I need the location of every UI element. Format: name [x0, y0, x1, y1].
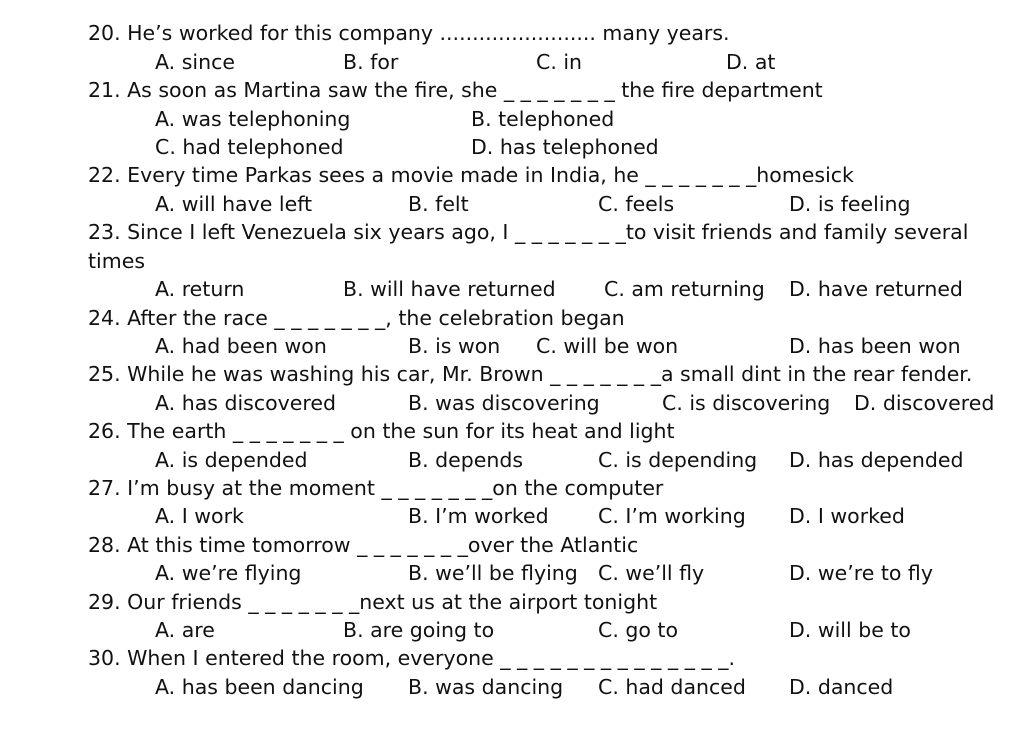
option-d[interactable]: D. have returned	[789, 277, 963, 301]
question-text: While he was washing his car, Mr. Brown _ _ _ _ _ _ _a small dint in the rear fender.	[127, 362, 973, 386]
question-29	[88, 588, 657, 616]
question-number: 25.	[88, 362, 121, 386]
option-b[interactable]: B. felt	[408, 192, 469, 216]
question-23	[88, 218, 968, 246]
option-c[interactable]: C. am returning	[604, 277, 765, 301]
option-d[interactable]: D. has depended	[789, 448, 964, 472]
option-c[interactable]: C. had danced	[598, 675, 746, 699]
question-number: 26.	[88, 419, 121, 443]
option-d[interactable]: D. we’re to fly	[789, 561, 933, 585]
option-b[interactable]: B. was dancing	[408, 675, 564, 699]
question-21	[88, 76, 823, 104]
option-b[interactable]: B. will have returned	[343, 277, 556, 301]
question-text: The earth _ _ _ _ _ _ _ on the sun for its heat and light	[127, 419, 675, 443]
option-c[interactable]: C. we’ll fly	[598, 561, 705, 585]
option-d[interactable]: D. at	[726, 50, 776, 74]
question-text: Every time Parkas sees a movie made in India, he _ _ _ _ _ _ _homesick	[127, 163, 854, 187]
question-20	[88, 19, 730, 47]
question-text: Our friends _ _ _ _ _ _ _next us at the airport tonight	[127, 590, 658, 614]
option-a[interactable]: A. are	[155, 618, 215, 642]
question-number: 30.	[88, 646, 121, 670]
option-a[interactable]: A. has discovered	[155, 391, 336, 415]
option-c[interactable]: C. will be won	[536, 334, 679, 358]
option-a[interactable]: A. I work	[155, 504, 244, 528]
option-b[interactable]: B. telephoned	[471, 107, 615, 131]
option-b[interactable]: B. depends	[408, 448, 524, 472]
option-b[interactable]: B. are going to	[343, 618, 495, 642]
question-28	[88, 531, 638, 559]
option-d[interactable]: D. danced	[789, 675, 894, 699]
option-c[interactable]: C. go to	[598, 618, 678, 642]
question-number: 24.	[88, 306, 121, 330]
question-26	[88, 417, 675, 445]
question-text: After the race _ _ _ _ _ _ _, the celebration began	[127, 306, 625, 330]
option-c[interactable]: C. feels	[598, 192, 675, 216]
option-c[interactable]: C. I’m working	[598, 504, 746, 528]
option-a[interactable]: A. is depended	[155, 448, 308, 472]
option-a[interactable]: A. was telephoning	[155, 107, 351, 131]
option-d[interactable]: D. has telephoned	[471, 135, 659, 159]
option-a[interactable]: A. had been won	[155, 334, 327, 358]
question-number: 20.	[88, 21, 121, 45]
option-c[interactable]: C. had telephoned	[155, 135, 344, 159]
question-22	[88, 161, 854, 189]
question-number: 27.	[88, 476, 121, 500]
question-text: I’m busy at the moment _ _ _ _ _ _ _on the computer	[127, 476, 664, 500]
question-24	[88, 304, 625, 332]
question-25	[88, 360, 972, 388]
option-d[interactable]: D. will be to	[789, 618, 911, 642]
option-a[interactable]: A. will have left	[155, 192, 313, 216]
question-23-continuation: times	[88, 249, 145, 273]
option-c[interactable]: C. is depending	[598, 448, 758, 472]
option-d[interactable]: D. has been won	[789, 334, 961, 358]
question-number: 29.	[88, 590, 121, 614]
question-text: He’s worked for this company ........................ many years.	[127, 21, 730, 45]
question-30	[88, 644, 735, 672]
option-b[interactable]: B. is won	[408, 334, 501, 358]
question-text: When I entered the room, everyone _ _ _ _ _ _ _ _ _ _ _ _ _ _.	[127, 646, 735, 670]
option-b[interactable]: B. was discovering	[408, 391, 600, 415]
option-d[interactable]: D. discovered	[854, 391, 995, 415]
option-a[interactable]: A. we’re flying	[155, 561, 302, 585]
question-number: 22.	[88, 163, 121, 187]
question-number: 23.	[88, 220, 121, 244]
option-b[interactable]: B. I’m worked	[408, 504, 549, 528]
option-c[interactable]: C. in	[536, 50, 583, 74]
option-a[interactable]: A. return	[155, 277, 245, 301]
question-27	[88, 474, 663, 502]
option-a[interactable]: A. has been dancing	[155, 675, 364, 699]
option-d[interactable]: D. I worked	[789, 504, 905, 528]
question-text: Since I left Venezuela six years ago, I _ _ _ _ _ _ _to visit friends and family several	[127, 220, 969, 244]
question-number: 21.	[88, 78, 121, 102]
option-b[interactable]: B. for	[343, 50, 399, 74]
question-text: At this time tomorrow _ _ _ _ _ _ _over the Atlantic	[127, 533, 639, 557]
option-d[interactable]: D. is feeling	[789, 192, 911, 216]
option-c[interactable]: C. is discovering	[662, 391, 831, 415]
question-text: As soon as Martina saw the fire, she _ _ _ _ _ _ _ the fire department	[127, 78, 823, 102]
option-b[interactable]: B. we’ll be flying	[408, 561, 578, 585]
option-a[interactable]: A. since	[155, 50, 235, 74]
question-number: 28.	[88, 533, 121, 557]
